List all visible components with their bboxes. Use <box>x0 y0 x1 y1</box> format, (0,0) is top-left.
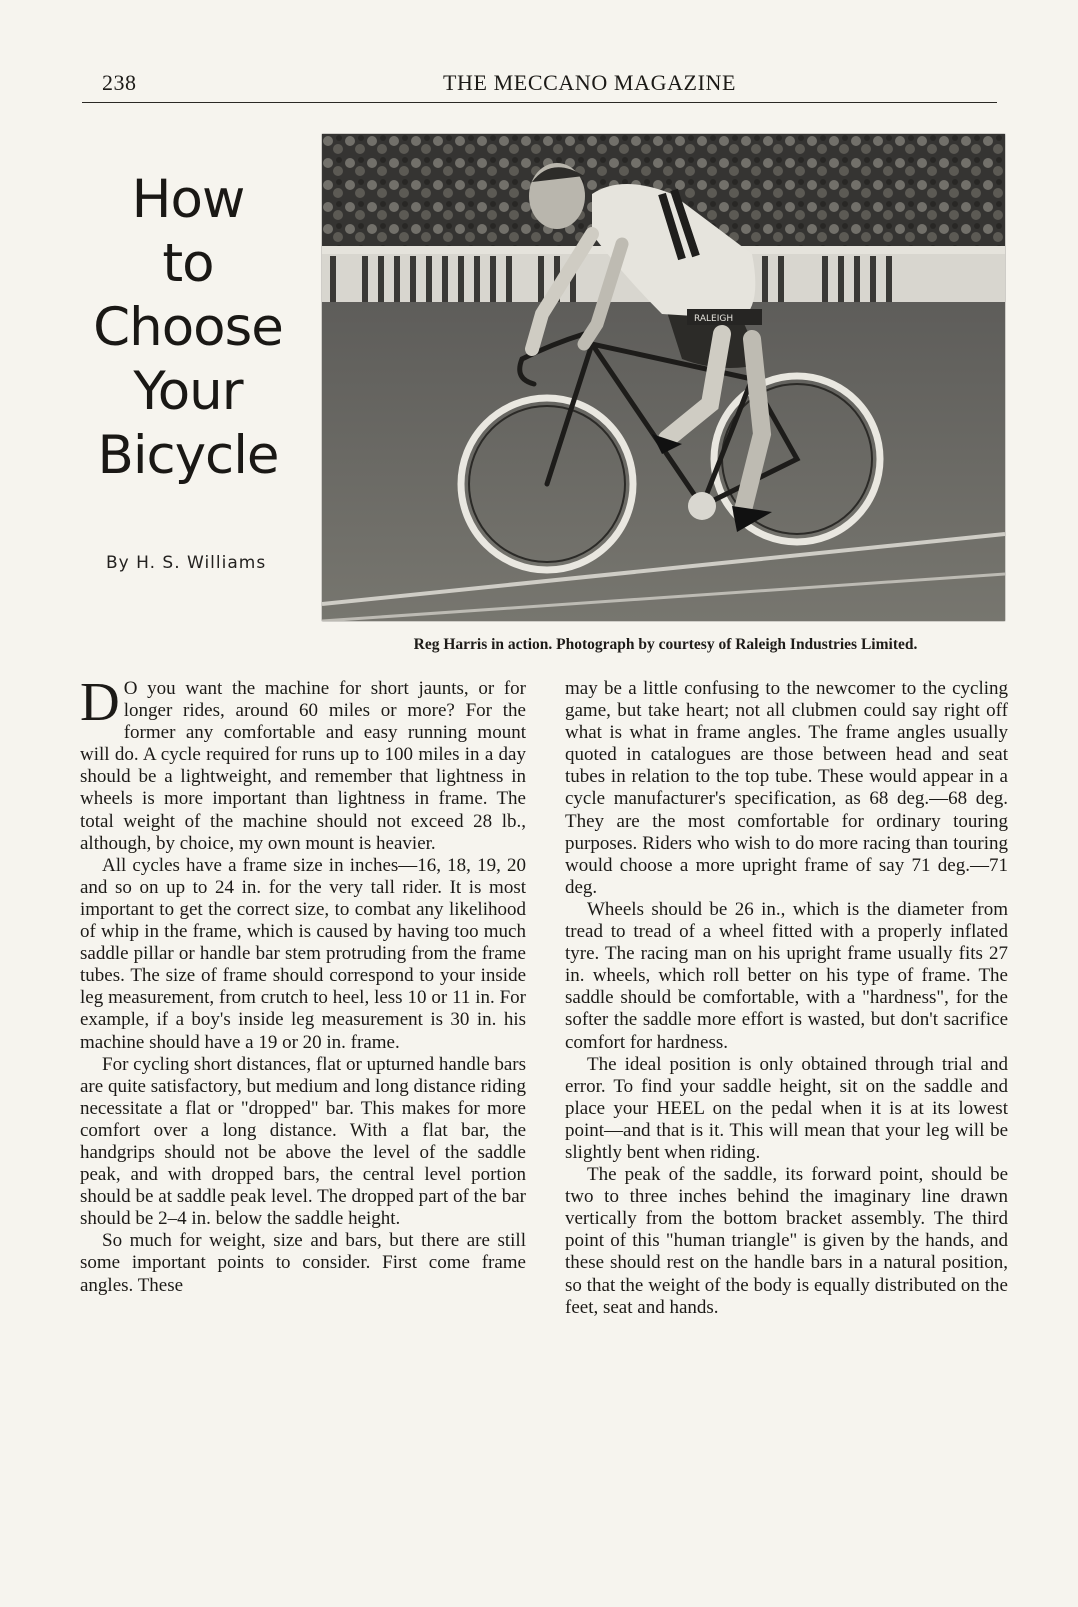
photo-caption: Reg Harris in action. Photograph by courtesy of Raleigh Industries Limited. <box>413 636 918 653</box>
drop-cap: D <box>80 671 120 732</box>
paragraph: Wheels should be 26 in., which is the diameter from tread to tread of a wheel fitted with a properly inflated tyre. The racing man on his upright frame usually fits 27 in. wheels, which roll better on his type of frame. The saddle should be comfortable, with a "hardness", for the softer the saddle more effort is wasted, but don't sacrifice comfort for hardness. <box>565 898 1008 1053</box>
paragraph: may be a little confusing to the newcomer to the cycling game, but take heart; not all clubmen could say right off what is what in frame angles. The frame angles usually quoted in catalogues are those between head and seat tubes in relation to the top tube. These would appear in a cycle manufacturer's specification, as 68 deg.—68 deg. They are the most comfortable for ordinary touring purposes. Riders who wish to do more racing than touring would choose a more upright frame of say 71 deg.—71 deg. <box>565 678 1008 898</box>
title-line: How <box>131 169 245 230</box>
cyclist-photo <box>322 134 1005 621</box>
byline: By H. S. Williams <box>106 553 267 573</box>
paragraph: All cycles have a frame size in inches—16, 18, 19, 20 and so on up to 24 in. for the very tall rider. It is most important to get the correct size, to combat any likelihood of whip in the frame, which is caused by having too much saddle pillar or handle bar stem protruding from the frame tubes. The size of frame should correspond to your inside leg measurement, from crutch to heel, less 10 or 11 in. For example, if a boy's inside leg measurement is 30 in. his machine should have a 19 or 20 in. frame. <box>80 854 526 1053</box>
paragraph: So much for weight, size and bars, but there are still some important points to consider. First come frame angles. These <box>80 1230 526 1296</box>
page-number: 238 <box>102 70 137 95</box>
left-column <box>80 671 526 1297</box>
paragraph: The peak of the saddle, its forward point, should be two to three inches behind the imaginary line drawn vertically from the bottom bracket assembly. The third point of this "human triangle" is given by the hands, and these should rest on the handle bars in a natural position, so that the weight of the body is equally distributed on the feet, seat and hands. <box>565 1164 1008 1318</box>
jersey-label: RALEIGH <box>694 314 734 324</box>
paragraph: For cycling short distances, flat or upturned handle bars are quite satisfactory, but medium and long distance riding necessitate a flat or "dropped" bar. This makes for more comfort over a long distance. With a flat bar, the handgrips should not be above the level of the saddle peak, and with dropped bars, the central level portion should be at saddle peak level. The dropped part of the bar should be 2–4 in. below the saddle height. <box>80 1053 526 1230</box>
title-line: Your <box>133 361 243 422</box>
title-line: Bicycle <box>97 425 279 486</box>
paragraph: The ideal position is only obtained through trial and error. To find your saddle height, sit on the saddle and place your HEEL on the pedal when it is at its lowest point—and that is it. This will mean that your leg will be slightly bent when riding. <box>565 1053 1008 1163</box>
page-header <box>82 68 997 103</box>
title-line: to <box>162 233 214 294</box>
cyclist-photo-illustration <box>322 134 1005 621</box>
paragraph <box>80 671 526 855</box>
paragraph-text: O you want the machine for short jaunts, or for longer rides, around 60 miles or more? For the former any comfortable and easy running mount will do. A cycle required for runs up to 100 miles in a day should be a lightweight, and remember that lightness in wheels is more important than lightness in frame. The total weight of the machine should not exceed 28 lb., although, by choice, my own mount is heavier. <box>80 678 526 854</box>
article-title <box>88 168 288 488</box>
right-column <box>565 678 1008 1319</box>
running-title: THE MECCANO MAGAZINE <box>442 70 737 95</box>
title-line: Choose <box>93 297 283 358</box>
